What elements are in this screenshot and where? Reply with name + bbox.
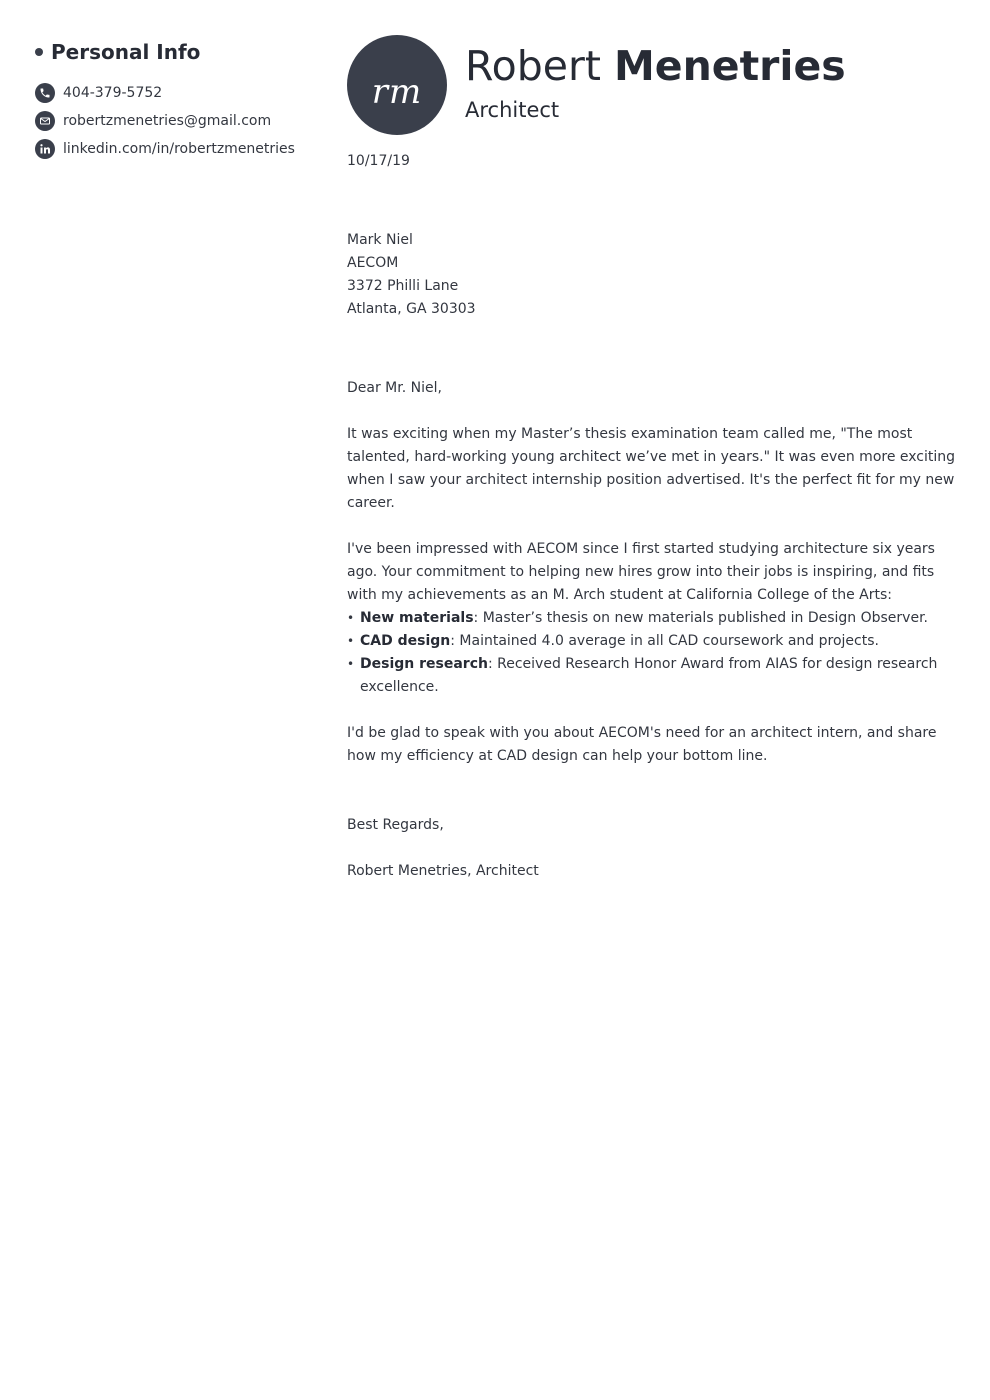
paragraph-achievements: I've been impressed with AECOM since I first started studying architecture six years ago. Your commitment to helping new hires grow into their jobs is inspiring, and fits with my achievements as an M. Arch student at California College of the Arts: [347, 541, 935, 603]
full-name [465, 40, 846, 92]
contact-linkedin[interactable] [35, 135, 325, 163]
bullet-term: New materials [360, 610, 474, 626]
bullet-text: : Received Research Honor Award from AIAS for design research excellence. [360, 656, 938, 695]
linkedin-icon [35, 139, 55, 159]
salutation: Dear Mr. Niel, [347, 380, 442, 396]
contact-list [35, 79, 325, 163]
email-text: robertzmenetries@gmail.com [63, 113, 272, 129]
initials-avatar: rm [347, 35, 447, 135]
closing: Best Regards, [347, 817, 444, 833]
achievement-list [347, 607, 962, 699]
phone-icon [35, 83, 55, 103]
list-item [347, 630, 962, 653]
bullet-text: : Master’s thesis on new materials published in Design Observer. [473, 610, 928, 626]
letter-date: 10/17/19 [347, 153, 410, 169]
contact-email[interactable] [35, 107, 325, 135]
paragraph-closing: I'd be glad to speak with you about AECOM's need for an architect intern, and share how my efficiency at CAD design can help your bottom line. [347, 725, 937, 764]
first-name: Robert [465, 42, 601, 90]
bullet-term: Design research [360, 656, 488, 672]
last-name: Menetries [613, 42, 846, 90]
bullet-text: : Maintained 4.0 average in all CAD coursework and projects. [450, 633, 879, 649]
job-title: Architect [465, 98, 560, 122]
recipient-company: AECOM [347, 255, 399, 271]
bullet-term: CAD design [360, 633, 451, 649]
list-item [347, 653, 962, 699]
bullet-dot-icon [35, 48, 43, 56]
list-item [347, 607, 962, 630]
contact-phone[interactable] [35, 79, 325, 107]
recipient-city: Atlanta, GA 30303 [347, 301, 476, 317]
phone-text: 404-379-5752 [63, 85, 163, 101]
email-icon [35, 111, 55, 131]
linkedin-text: linkedin.com/in/robertzmenetries [63, 141, 295, 157]
signature: Robert Menetries, Architect [347, 863, 539, 879]
personal-info-heading [35, 36, 325, 68]
recipient-name: Mark Niel [347, 232, 413, 248]
recipient-block [347, 229, 962, 321]
recipient-street: 3372 Philli Lane [347, 278, 459, 294]
cover-letter-body [347, 150, 962, 883]
paragraph-intro: It was exciting when my Master’s thesis examination team called me, "The most talented, hard-working young architect we’ve met in years." It was even more exciting when I saw your architect internship position advertised. It's the perfect fit for my new career. [347, 426, 956, 511]
personal-info-title: Personal Info [51, 40, 201, 64]
sidebar [35, 36, 325, 163]
achievements-block [347, 538, 962, 699]
